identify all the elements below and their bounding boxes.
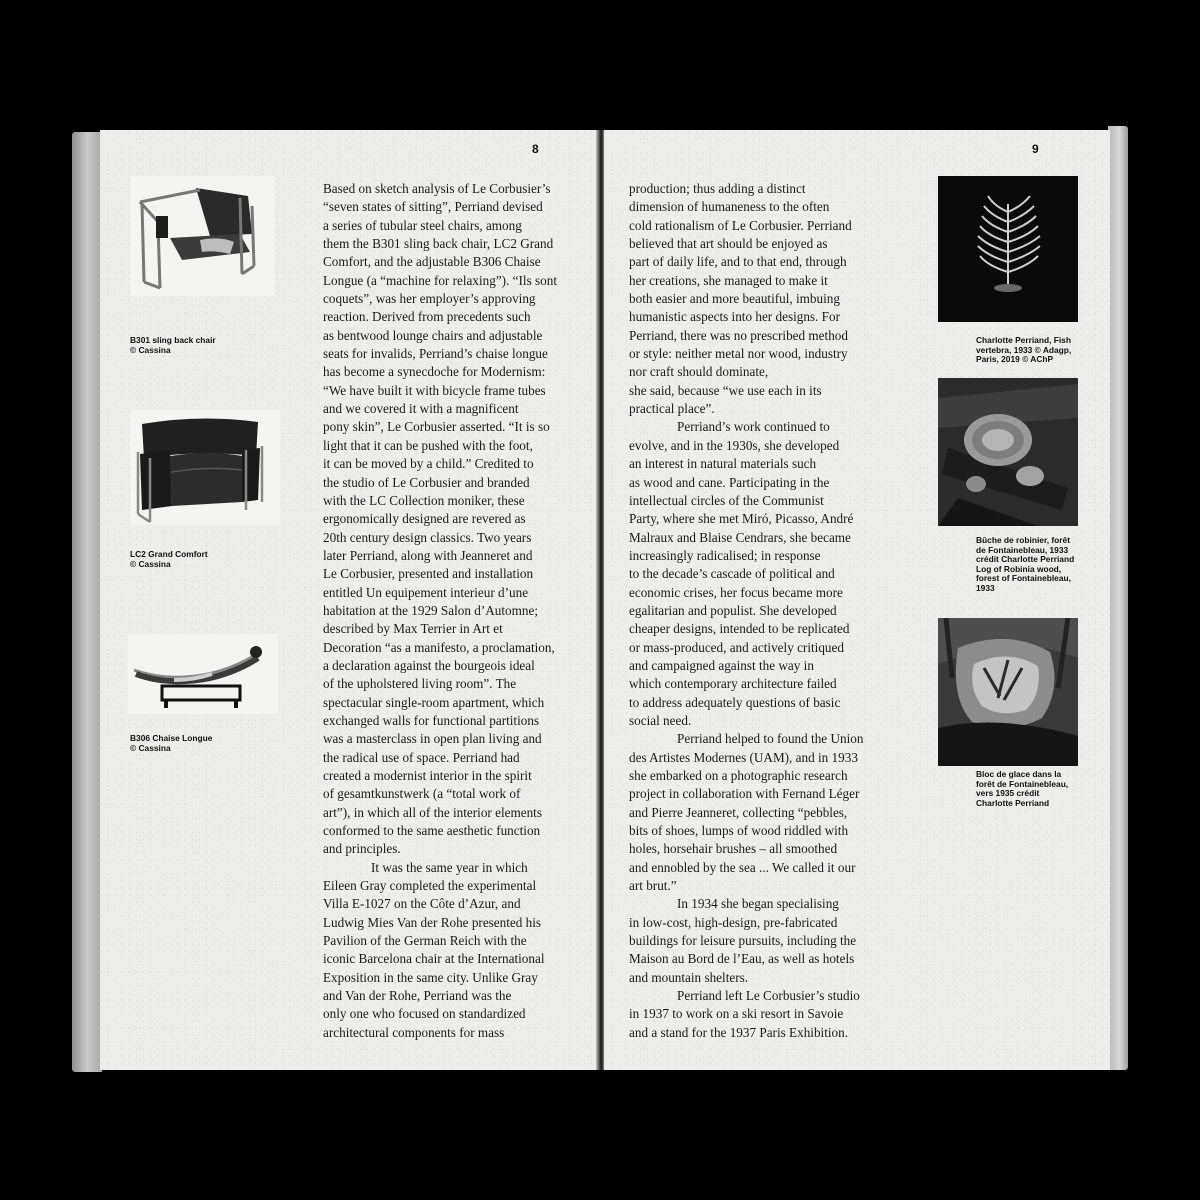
text-line: dimension of humaneness to the often <box>629 199 830 215</box>
text-line: buildings for leisure pursuits, including the <box>629 933 857 949</box>
text-line: increasingly radicalised; in response <box>629 547 821 563</box>
text-line: it can be moved by a child.” Credited to <box>323 456 534 472</box>
text-line: It was the same year in which <box>371 859 528 875</box>
text-line: exchanged walls for functional partitions <box>323 712 540 728</box>
text-line: and we covered it with a magnificent <box>323 401 519 417</box>
text-line: seats for invalids, Perriand’s chaise longue <box>323 346 548 362</box>
text-line: and campaigned against the way in <box>629 657 814 673</box>
text-line: Eileen Gray completed the experimental <box>323 878 537 894</box>
text-line: or mass-produced, and actively critiqued <box>629 639 844 655</box>
text-line: has become a synecdoche for Modernism: <box>323 364 546 380</box>
text-line: Perriand, there was no prescribed method <box>629 327 848 343</box>
text-line: described by Max Terrier in Art et <box>323 621 503 637</box>
figure-caption: Bûche de robinier, forêt de Fontainebleau, 1933 crédit Charlotte Perriand Log of Robinia wood, forest of Fontainebleau, 1933 <box>976 535 1075 593</box>
text-line: and Pierre Jeanneret, collecting “pebbles, <box>629 804 848 820</box>
text-line: Pavilion of the German Reich with the <box>323 933 527 949</box>
body-text-right <box>629 180 897 1042</box>
text-line: Ludwig Mies Van der Rohe presented his <box>323 914 542 930</box>
text-line: both easier and more beautiful, imbuing <box>629 291 840 307</box>
text-line: light that it can be pushed with the foot, <box>323 437 533 453</box>
ice-block-photo <box>938 618 1078 766</box>
text-line: art”), in which all of the interior elements <box>323 804 542 820</box>
b306-chaise-longue-image <box>128 634 278 714</box>
body-text-left <box>323 180 589 1042</box>
b301-chair-image <box>130 176 275 296</box>
text-line: the studio of Le Corbusier and branded <box>323 474 530 490</box>
text-line: habitation at the 1929 Salon d’Automne; <box>323 602 538 618</box>
text-line: and principles. <box>323 841 401 857</box>
text-line: and a stand for the 1937 Paris Exhibition. <box>629 1024 849 1040</box>
text-line: pony skin”, Le Corbusier asserted. “It is so <box>323 419 550 435</box>
text-line: and mountain shelters. <box>629 969 749 985</box>
text-line: evolve, and in the 1930s, she developed <box>629 437 840 453</box>
text-line: iconic Barcelona chair at the International <box>323 951 545 967</box>
text-line: social need. <box>629 712 692 728</box>
text-line: spectacular single-room apartment, which <box>323 694 545 710</box>
text-line: later Perriand, along with Jeanneret and <box>323 547 533 563</box>
text-line: Exposition in the same city. Unlike Gray <box>323 969 538 985</box>
figure-caption: Bloc de glace dans la forêt de Fontainebleau, vers 1935 crédit Charlotte Perriand <box>976 769 1069 808</box>
text-line: believed that art should be enjoyed as <box>629 236 828 252</box>
text-line: des Artistes Modernes (UAM), and in 1933 <box>629 749 858 765</box>
page-number: 9 <box>1032 142 1039 156</box>
figure-caption: B306 Chaise Longue © Cassina <box>130 733 213 753</box>
book-right-edge <box>1108 126 1128 1070</box>
text-line: as wood and cane. Participating in the <box>629 474 830 490</box>
text-line: Le Corbusier, presented and installation <box>323 566 534 582</box>
text-line: the radical use of space. Perriand had <box>323 749 520 765</box>
text-line: Perriand left Le Corbusier’s studio <box>677 988 860 1004</box>
text-line: Perriand helped to found the Union <box>677 731 864 747</box>
text-line: ergonomically designed are revered as <box>323 511 526 527</box>
text-line: production; thus adding a distinct <box>629 181 806 196</box>
text-line: In 1934 she began specialising <box>677 896 839 912</box>
text-line: “seven states of sitting”, Perriand devised <box>323 199 543 215</box>
text-line: part of daily life, and to that end, through <box>629 254 847 270</box>
text-line: egalitarian and populist. She developed <box>629 602 837 618</box>
text-line: to the decade’s cascade of political and <box>629 566 835 582</box>
text-line: them the B301 sling back chair, LC2 Grand <box>323 236 554 252</box>
text-line: her creations, she managed to make it <box>629 272 828 288</box>
text-line: Malraux and Blaise Cendrars, she became <box>629 529 851 545</box>
text-line: reaction. Derived from precedents such <box>323 309 531 325</box>
text-line: Villa E-1027 on the Côte d’Azur, and <box>323 896 521 912</box>
text-line: humanistic aspects into her designs. For <box>629 309 840 325</box>
text-line: she said, because “we use each in its <box>629 382 822 398</box>
text-line: or style: neither metal nor wood, industry <box>629 346 848 362</box>
text-line: Maison au Bord de l’Eau, as well as hotels <box>629 951 855 967</box>
text-line: 20th century design classics. Two years <box>323 529 532 545</box>
text-line: a declaration against the bourgeois ideal <box>323 657 535 673</box>
text-line: of the upholstered living room”. The <box>323 676 517 692</box>
text-line: project in collaboration with Fernand Léger <box>629 786 860 802</box>
open-book <box>72 126 1130 1074</box>
text-line: with the LC Collection moniker, these <box>323 492 525 508</box>
text-line: and Van der Rohe, Perriand was the <box>323 988 512 1004</box>
text-line: in low-cost, high-design, pre-fabricated <box>629 914 838 930</box>
text-line: she embarked on a photographic research <box>629 768 848 783</box>
text-line: intellectual circles of the Communist <box>629 492 824 508</box>
text-line: an interest in natural materials such <box>629 456 817 472</box>
text-line: coquets”, was her employer’s approving <box>323 291 536 307</box>
text-line: cheaper designs, intended to be replicated <box>629 621 850 637</box>
text-line: art brut.” <box>629 878 677 894</box>
text-line: Longue (a “machine for relaxing”). “Ils sont <box>323 272 557 288</box>
text-line: entitled Un equipement interieur d’une <box>323 584 529 600</box>
text-line: Based on sketch analysis of Le Corbusier’s <box>323 181 551 196</box>
figure-caption: LC2 Grand Comfort © Cassina <box>130 549 208 569</box>
text-line: Comfort, and the adjustable B306 Chaise <box>323 254 541 270</box>
text-line: was a masterclass in open plan living and <box>323 731 542 747</box>
text-line: cold rationalism of Le Corbusier. Perriand <box>629 217 852 233</box>
text-line: holes, horsehair brushes – all smoothed <box>629 841 838 857</box>
robinia-log-photo <box>938 378 1078 526</box>
text-line: Decoration “as a manifesto, a proclamation, <box>323 639 555 655</box>
text-line: Party, where she met Miró, Picasso, André <box>629 511 854 527</box>
text-line: and ennobled by the sea ... We called it our <box>629 859 856 875</box>
text-line: to address adequately questions of basic <box>629 694 841 710</box>
text-line: a series of tubular steel chairs, among <box>323 217 522 233</box>
figure-caption: B301 sling back chair © Cassina <box>130 335 216 355</box>
text-line: bits of shoes, lumps of wood riddled with <box>629 823 849 839</box>
text-line: nor craft should dominate, <box>629 364 769 380</box>
page-number: 8 <box>532 142 539 156</box>
text-line: which contemporary architecture failed <box>629 676 837 692</box>
book-left-edge <box>72 132 102 1072</box>
text-line: only one who focused on standardized <box>323 1006 526 1022</box>
text-line: in 1937 to work on a ski resort in Savoie <box>629 1006 844 1022</box>
text-line: architectural components for mass <box>323 1024 505 1040</box>
fish-vertebra-photo <box>938 176 1078 322</box>
text-line: as bentwood lounge chairs and adjustable <box>323 327 543 343</box>
text-line: conformed to the same aesthetic function <box>323 823 541 839</box>
text-line: “We have built it with bicycle frame tubes <box>323 382 546 398</box>
text-line: created a modernist interior in the spirit <box>323 768 532 783</box>
left-page <box>100 130 600 1070</box>
text-line: of gesamtkunstwerk (a “total work of <box>323 786 521 802</box>
figure-caption: Charlotte Perriand, Fish vertebra, 1933 © Adagp, Paris, 2019 © AChP <box>976 335 1072 365</box>
text-line: Perriand’s work continued to <box>677 419 830 435</box>
lc2-armchair-image <box>130 410 280 525</box>
text-line: practical place”. <box>629 401 715 417</box>
right-page <box>604 130 1110 1070</box>
text-line: economic crises, her focus became more <box>629 584 843 600</box>
